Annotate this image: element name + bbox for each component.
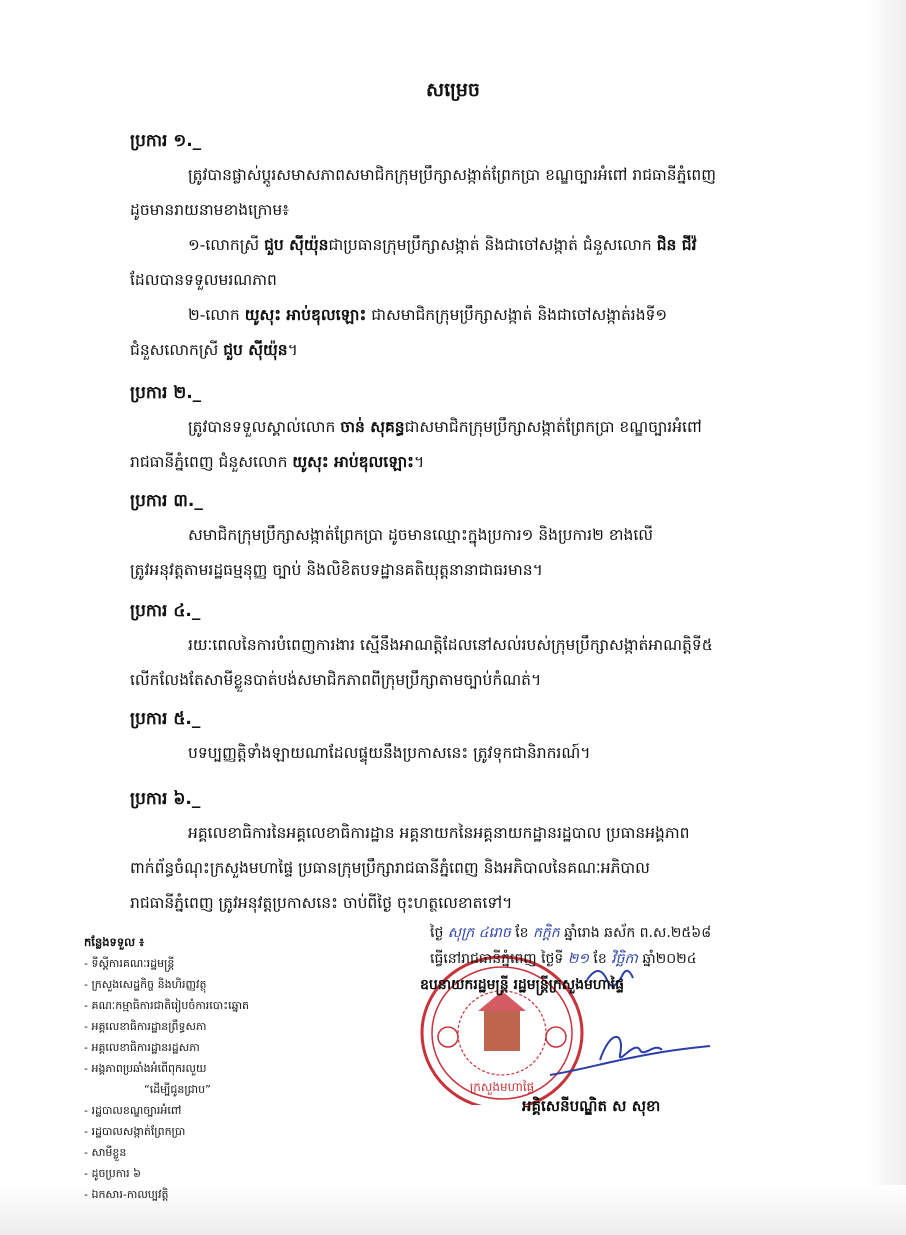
distribution-item: - គណៈកម្មាធិការជាតិរៀបចំការបោះឆ្នោត xyxy=(84,999,250,1012)
article-line xyxy=(130,518,810,553)
article-line xyxy=(130,228,810,263)
article-heading: ប្រការ ៥._ xyxy=(130,709,201,729)
date-mid: ខែ xyxy=(510,925,533,941)
distribution-list xyxy=(84,932,324,1205)
text-run: ត្រូវអនុវត្តតាមរដ្ឋធម្មនុញ្ញ ច្បាប់ និងលិខិតបទដ្ឋានគតិយុត្តនានាជាធរមាន។ xyxy=(130,561,543,579)
article-line xyxy=(130,628,810,663)
lunar-date-line xyxy=(430,920,850,946)
text-run: ពាក់ព័ន្ធចំណុះក្រសួងមហាផ្ទៃ ប្រធានក្រុមប្រឹក្សារាជធានីភ្នំពេញ និងអភិបាលនៃគណៈអភិបាល xyxy=(130,859,650,877)
text-run: ។ xyxy=(287,341,298,359)
date-prefix: ថ្ងៃ xyxy=(430,925,448,941)
text-run: ។ xyxy=(413,453,425,471)
distribution-item: - ដូចប្រការ ៦ xyxy=(84,1167,141,1180)
text-run: ដែលបានទទួលមរណភាព xyxy=(130,271,277,289)
date-mid: ខែ xyxy=(588,951,612,967)
article-line xyxy=(130,193,810,228)
distribution-item: - អគ្គលេខាធិការដ្ឋានរដ្ឋសភា xyxy=(84,1041,200,1054)
text-run: ជំនួសលោកស្រី xyxy=(130,341,224,359)
article-line xyxy=(130,298,810,333)
article-body xyxy=(130,518,810,588)
handwritten-day: សុក្រ ៤រោច xyxy=(447,925,511,941)
date-suffix: ឆ្នាំរោង ឆស័ក ព.ស.២៥៦៨ xyxy=(559,925,712,941)
distribution-title: កន្លែងទទួល ៖ xyxy=(84,935,145,949)
article-body xyxy=(130,816,810,921)
person-name: យូសុះ អាប់ឌុលឡោះ xyxy=(292,453,414,471)
distribution-item: - ទីស្តីការគណៈរដ្ឋមន្ត្រី xyxy=(84,957,175,970)
text-run: ជាសមាជិកក្រុមប្រឹក្សាសង្កាត់ព្រែកប្រា ខណ្ឌច្បារអំពៅ xyxy=(404,418,702,436)
solar-date-line xyxy=(430,946,850,972)
text-run: អគ្គលេខាធិការនៃអគ្គលេខាធិការដ្ឋាន អគ្គនាយកនៃអគ្គនាយកដ្ឋានរដ្ឋបាល ប្រធានអង្គភាព xyxy=(188,824,690,842)
text-run: ដូចមានរាយនាមខាងក្រោម៖ xyxy=(130,201,290,219)
text-run: ជាប្រធានក្រុមប្រឹក្សាសង្កាត់ និងជាចៅសង្កាត់ ជំនួសលោក xyxy=(328,236,657,254)
article-body xyxy=(130,158,810,368)
article-line xyxy=(130,410,810,445)
distribution-item: - សាមីខ្លួន xyxy=(84,1146,127,1159)
distribution-item: - រដ្ឋបាលសង្កាត់ព្រែកប្រា xyxy=(84,1125,186,1138)
text-run: ១-លោកស្រី xyxy=(188,236,265,254)
seal-text: ក្រសួងមហាផ្ទៃ xyxy=(469,1080,535,1094)
article-line xyxy=(130,816,810,851)
distribution-items xyxy=(84,953,324,1205)
article-heading: ប្រការ ៣._ xyxy=(130,491,203,511)
date-suffix: ឆ្នាំ២០២៤ xyxy=(637,951,697,967)
article-line xyxy=(130,445,810,480)
handwritten-month: វិច្ឆិកា xyxy=(611,951,638,967)
text-run: ជាសមាជិកក្រុមប្រឹក្សាសង្កាត់ និងជាចៅសង្កាត់រងទី១ xyxy=(366,306,668,324)
decision-title: សម្រេច xyxy=(426,79,480,101)
handwritten-signature xyxy=(540,1020,720,1090)
text-run: ត្រូវបានទទួលស្គាល់លោក xyxy=(188,418,341,436)
person-name: ជួប ស៊ីយ៉ុន xyxy=(223,341,288,359)
article-line xyxy=(130,886,810,921)
article-body xyxy=(130,736,810,771)
article-heading: ប្រការ ៤._ xyxy=(130,601,201,621)
person-name: យូសុះ អាប់ឌុលឡោះ xyxy=(244,306,367,324)
article-heading: ប្រការ ២._ xyxy=(130,383,202,403)
person-name: ជិន ជីវ៉ xyxy=(656,236,697,254)
text-run: បទប្បញ្ញត្តិទាំងឡាយណាដែលផ្ទុយនឹងប្រកាសនេះ ត្រូវទុកជានិរាករណ៍។ xyxy=(188,744,591,762)
article-line xyxy=(130,663,810,698)
text-run: ២-លោក xyxy=(188,306,245,324)
article-heading: ប្រការ ៦._ xyxy=(130,789,201,809)
text-run: ត្រូវបានផ្លាស់ប្តូរសមាសភាពសមាជិកក្រុមប្រឹក្សាសង្កាត់ព្រែកប្រា ខណ្ឌច្បារអំពៅ រាជធានីភ្នំពេញ xyxy=(188,166,716,184)
date-prefix: ធ្វើនៅរាជធានីភ្នំពេញ ថ្ងៃទី xyxy=(430,951,568,967)
article-heading: ប្រការ ១._ xyxy=(130,131,202,151)
page-edge-shadow xyxy=(866,0,906,1235)
article-line xyxy=(130,553,810,588)
article-line xyxy=(130,333,810,368)
text-run: រាជធានីភ្នំពេញ ត្រូវអនុវត្តប្រកាសនេះ ចាប់ពីថ្ងៃ ចុះហត្ថលេខាតទៅ។ xyxy=(130,894,513,912)
text-run: សមាជិកក្រុមប្រឹក្សាសង្កាត់ព្រែកប្រា ដូចមានឈ្មោះក្នុងប្រការ១ និងប្រការ២ ខាងលើ xyxy=(188,526,654,544)
signatory-name: អគ្គិសេនីបណ្ឌិត ស សុខា xyxy=(522,1097,661,1115)
article-body xyxy=(130,410,810,480)
distribution-item: - ក្រសួងសេដ្ឋកិច្ច និងហិរញ្ញវត្ថុ xyxy=(84,978,207,991)
distribution-item: - អគ្គលេខាធិការដ្ឋានព្រឹទ្ធសភា xyxy=(84,1020,207,1033)
text-run: រាជធានីភ្នំពេញ ជំនួសលោក xyxy=(130,453,293,471)
handwritten-month: កក្ដិក xyxy=(532,925,560,941)
distribution-item: - រដ្ឋបាលខណ្ឌច្បារអំពៅ xyxy=(84,1104,182,1117)
date-block xyxy=(430,920,850,972)
article-line xyxy=(130,263,810,298)
article-body xyxy=(130,628,810,698)
signatory-title: ឧបនាយករដ្ឋមន្ត្រី រដ្ឋមន្ត្រីក្រសួងមហាផ្ទៃ xyxy=(420,977,625,993)
distribution-item: - ឯកសារ-កាលប្បវត្តិ xyxy=(84,1188,169,1201)
text-run: រយៈពេលនៃការបំពេញការងារ ស្មើនឹងអាណត្តិដែលនៅសល់របស់ក្រុមប្រឹក្សាសង្កាត់អាណត្តិទី៥ xyxy=(188,636,713,654)
article-line xyxy=(130,158,810,193)
person-name: ជួប ស៊ីយ៉ុន xyxy=(264,236,329,254)
article-line xyxy=(130,736,810,771)
person-name: ចាន់ សុគន្ធ xyxy=(340,418,405,436)
article-line xyxy=(130,851,810,886)
text-run: លើកលែងតែសាមីខ្លួនបាត់បង់សមាជិកភាពពីក្រុមប្រឹក្សាតាមច្បាប់កំណត់។ xyxy=(130,671,542,689)
distribution-item: - អង្គភាពប្រឆាំងអំពើពុករលួយ xyxy=(84,1062,207,1075)
handwritten-day: ២១ xyxy=(567,951,589,967)
distribution-item: “ដើម្បីជូនជ្រាប” xyxy=(144,1083,211,1096)
